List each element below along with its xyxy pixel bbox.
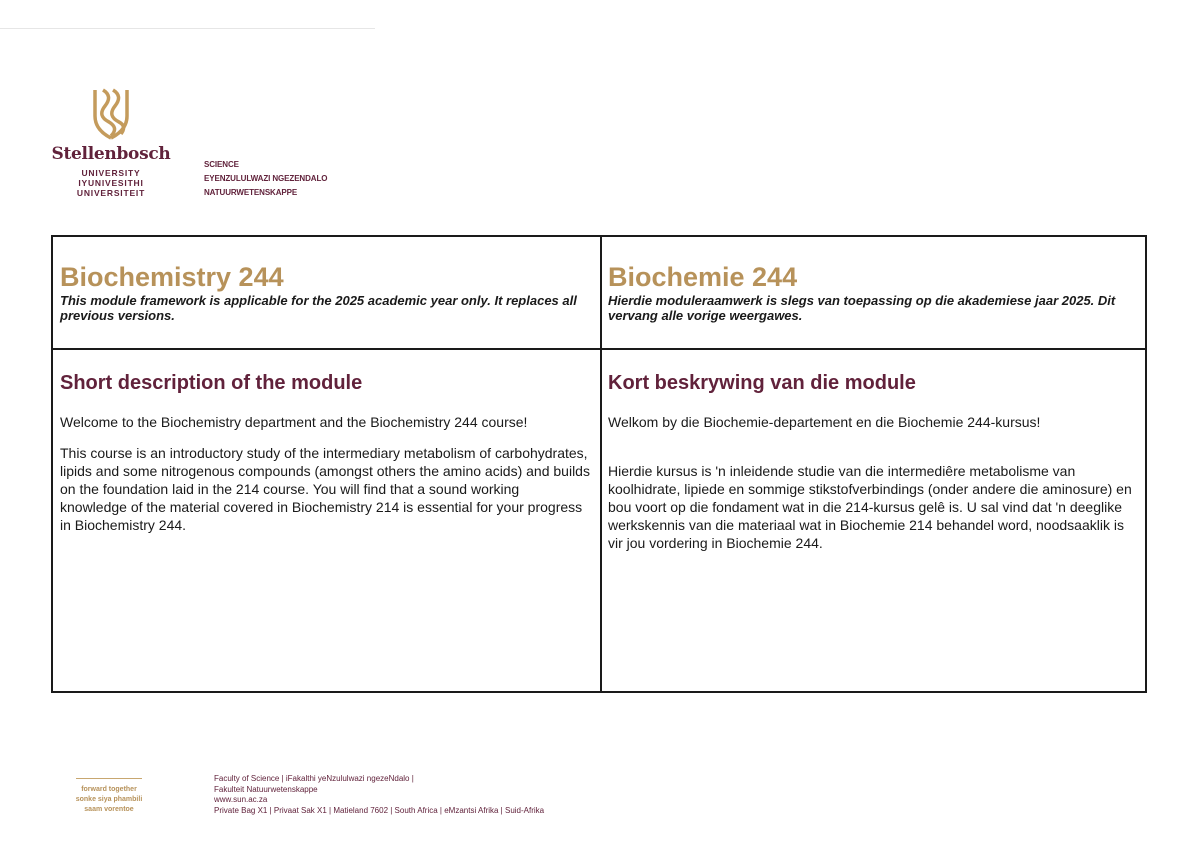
description-heading: Kort beskrywing van die module [608,372,916,394]
top-divider [0,28,375,29]
description-cell-afrikaans [608,370,1140,565]
university-logo [50,86,172,198]
stellenbosch-crest-icon [89,86,133,140]
footer-address: Faculty of Science | iFakalthi yeNzululwazi ngezeNdalo | Fakulteit Natuurwetenskappe www.sun.ac.za Private Bag X1 | Privaat Sak X1 | Matieland 7602 | South Africa | eMzantsi Afrika | Suid-Afrika [214,774,545,815]
faculty-name: SCIENCE EYENZULULWAZI NGEZENDALO NATUURWETENSKAPPE [204,160,328,197]
welcome-paragraph: Welkom by die Biochemie-departement en die Biochemie 244-kursus! [608,414,1041,430]
module-table [51,235,1147,693]
module-framework-note: This module framework is applicable for the 2025 academic year only. It replaces all previous versions. [60,293,577,323]
course-paragraph: Hierdie kursus is 'n inleidende studie van die intermediêre metabolisme van koolhidrate, lipiede en sommige stikstofverbindings (onder andere die aminosure) en bou voort op die fondament wat in die 214-kursus gelê is. U sal vind dat 'n deeglike werkskennis van die materiaal wat in Biochemie 214 behandel word, noodsaaklik is vir jou vordering in Biochemie 244. [608,463,1132,551]
footer-tagline: forward together sonke siya phambili saam vorentoe [61,778,157,815]
description-heading: Short description of the module [60,372,363,394]
welcome-paragraph: Welcome to the Biochemistry department and the Biochemistry 244 course! [60,414,528,430]
description-cell-english [60,370,590,547]
module-title: Biochemistry 244 [60,262,284,292]
course-paragraph: This course is an introductory study of the intermediary metabolism of carbohydrates, lipids and some nitrogenous compounds (amongst others the amino acids) and builds on the foundation laid in the 214 course. You will find that a sound working knowledge of the material covered in Biochemistry 214 is essential for your progress in Biochemistry 244. [60,445,590,533]
university-name: Stellenbosch [51,144,171,164]
title-cell-english [60,261,590,323]
university-subtitle: UNIVERSITY IYUNIVESITHI UNIVERSITEIT [76,168,146,198]
title-cell-afrikaans [608,261,1140,323]
website-link[interactable]: www.sun.ac.za [214,795,268,804]
module-title: Biochemie 244 [608,262,798,292]
module-framework-note: Hierdie moduleraamwerk is slegs van toepassing op die akademiese jaar 2025. Dit vervang alle vorige weergawes. [608,293,1116,323]
